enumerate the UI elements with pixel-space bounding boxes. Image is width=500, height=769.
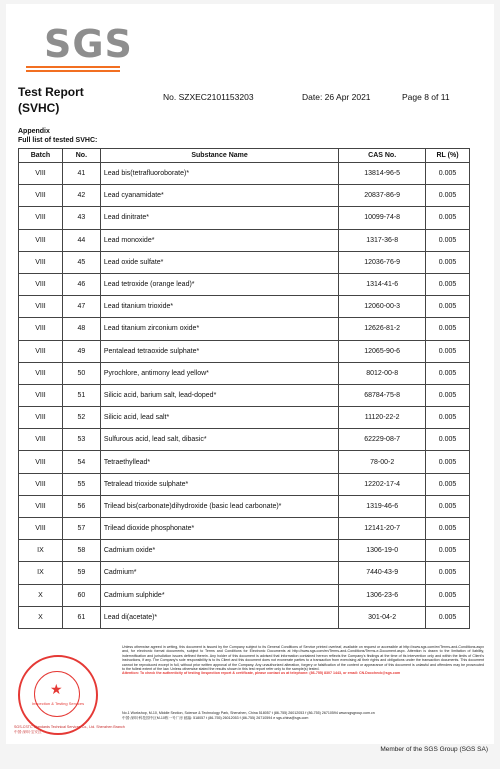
- cas-cell: 12626-81-2: [339, 318, 426, 340]
- address-line-2: 中国·深圳·科技园中区M-10栋一号厂房 邮编: 518057 t (86-755) 26012053 f (86-755) 26710594 e sgs.china@sgs.com: [122, 715, 309, 720]
- table-row: [19, 495, 470, 517]
- table-row: [19, 318, 470, 340]
- batch-cell: VIII: [19, 207, 63, 229]
- disclaimer-body: Unless otherwise agreed in writing, this document is issued by the Company subject to its General Conditions of Service printed overleaf, available on request or accessible at http://www.sgs.com/en/Terms-and-Conditions.aspx and, for electronic format documents, subject to Terms and Conditions for Electronic Documents at http://www.sgs.com/en/Terms-and-Conditions/Terms-e-Document.aspx. Attention is drawn to the limitation of liability, indemnification and jurisdiction issues defined therein. Any holder of this document is advised that information contained hereon reflects the Company's findings at the time of its intervention only and within the limits of Client's instructions, if any. The Company's sole responsibility is to its Client and this document does not exonerate parties to a transaction from exercising all their rights and obligations under the transaction documents. This document cannot be reproduced except in full, without prior written approval of the Company. Any unauthorized alteration, forgery or falsification of the content or appearance of this document is unlawful and offenders may be prosecuted to the fullest extent of the law. Unless otherwise stated the results shown in this test report refer only to the sample(s) tested.: [122, 645, 484, 672]
- batch-cell: VIII: [19, 163, 63, 185]
- substance-cell: Lead titanium trioxide*: [100, 296, 338, 318]
- substance-cell: Tetraethyllead*: [100, 451, 338, 473]
- cas-cell: 1319-46-6: [339, 495, 426, 517]
- no-cell: 46: [62, 273, 100, 295]
- rl-cell: 0.005: [426, 429, 470, 451]
- batch-cell: IX: [19, 562, 63, 584]
- logo-underline: [26, 66, 120, 68]
- subtitle-text: (SVHC): [18, 101, 60, 115]
- no-cell: 44: [62, 229, 100, 251]
- batch-cell: VIII: [19, 273, 63, 295]
- substance-cell: Lead dinitrate*: [100, 207, 338, 229]
- disclaimer-text: [122, 645, 484, 676]
- no-cell: 41: [62, 163, 100, 185]
- table-row: [19, 562, 470, 584]
- substance-cell: Lead bis(tetrafluoroborate)*: [100, 163, 338, 185]
- rl-cell: 0.005: [426, 495, 470, 517]
- svhc-table: [18, 148, 470, 629]
- table-row: [19, 518, 470, 540]
- rl-cell: 0.005: [426, 606, 470, 628]
- batch-cell: VIII: [19, 318, 63, 340]
- rl-cell: 0.005: [426, 229, 470, 251]
- batch-cell: VIII: [19, 429, 63, 451]
- sgs-logo: SGS: [44, 22, 133, 66]
- cas-cell: 1314-41-6: [339, 273, 426, 295]
- no-cell: 60: [62, 584, 100, 606]
- substance-cell: Silicic acid, barium salt, lead-doped*: [100, 384, 338, 406]
- no-cell: 56: [62, 495, 100, 517]
- table-row: [19, 163, 470, 185]
- batch-cell: VIII: [19, 185, 63, 207]
- col-substance: Substance Name: [100, 149, 338, 163]
- report-number: No. SZXEC2101153203: [163, 92, 254, 102]
- cas-cell: 10099-74-8: [339, 207, 426, 229]
- cas-cell: 1306-19-0: [339, 540, 426, 562]
- batch-cell: VIII: [19, 362, 63, 384]
- cas-cell: 12036-76-9: [339, 251, 426, 273]
- footer: [6, 641, 494, 744]
- batch-cell: VIII: [19, 296, 63, 318]
- cas-cell: 62229-08-7: [339, 429, 426, 451]
- substance-cell: Trilead dioxide phosphonate*: [100, 518, 338, 540]
- table-row: [19, 296, 470, 318]
- cas-cell: 1306-23-6: [339, 584, 426, 606]
- rl-cell: 0.005: [426, 473, 470, 495]
- col-batch: Batch: [19, 149, 63, 163]
- substance-cell: Lead monoxide*: [100, 229, 338, 251]
- table-row: [19, 362, 470, 384]
- no-cell: 43: [62, 207, 100, 229]
- table-row: [19, 229, 470, 251]
- batch-cell: X: [19, 584, 63, 606]
- batch-cell: VIII: [19, 518, 63, 540]
- batch-cell: X: [19, 606, 63, 628]
- table-row: [19, 207, 470, 229]
- no-cell: 52: [62, 407, 100, 429]
- no-cell: 48: [62, 318, 100, 340]
- table-row: [19, 273, 470, 295]
- cas-cell: 11120-22-2: [339, 407, 426, 429]
- rl-cell: 0.005: [426, 296, 470, 318]
- cas-cell: 1317-36-8: [339, 229, 426, 251]
- no-cell: 61: [62, 606, 100, 628]
- no-cell: 42: [62, 185, 100, 207]
- attention-note: Attention: To check the authenticity of testing /inspection report & certificate, please contact us at telephone: (86-755) 8307 1443, or email: CN.Doccheck@sgs.com: [122, 671, 401, 676]
- rl-cell: 0.005: [426, 163, 470, 185]
- rl-cell: 0.005: [426, 584, 470, 606]
- substance-cell: Lead oxide sulfate*: [100, 251, 338, 273]
- substance-cell: Cadmium oxide*: [100, 540, 338, 562]
- stamp-address-en: SGS-CSTC Standards Technical Services Co., Ltd. Shenzhen Branch: [14, 725, 125, 729]
- rl-cell: 0.005: [426, 185, 470, 207]
- table-row: [19, 429, 470, 451]
- substance-cell: Lead cyanamidate*: [100, 185, 338, 207]
- substance-cell: Pyrochlore, antimony lead yellow*: [100, 362, 338, 384]
- title-text: Test Report: [18, 85, 84, 99]
- table-header-row: [19, 149, 470, 163]
- batch-cell: VIII: [19, 251, 63, 273]
- substance-cell: Lead tetroxide (orange lead)*: [100, 273, 338, 295]
- cas-cell: 68784-75-8: [339, 384, 426, 406]
- batch-cell: VIII: [19, 340, 63, 362]
- no-cell: 49: [62, 340, 100, 362]
- no-cell: 54: [62, 451, 100, 473]
- rl-cell: 0.005: [426, 362, 470, 384]
- appendix-heading: [18, 127, 97, 145]
- address-line-1: No.1 Workshop, M-10, Middle Section, Science & Technology Park, Shenzhen, China 518057 t (86-755) 26012053 f (86-755) 26710594 www.sgsgroup.com.cn: [122, 711, 375, 715]
- substance-cell: Lead titanium zirconium oxide*: [100, 318, 338, 340]
- star-icon: ★: [50, 681, 63, 697]
- table-row: [19, 606, 470, 628]
- rl-cell: 0.005: [426, 562, 470, 584]
- cas-cell: 7440-43-9: [339, 562, 426, 584]
- substance-cell: Trilead bis(carbonate)dihydroxide (basic lead carbonate)*: [100, 495, 338, 517]
- rl-cell: 0.005: [426, 518, 470, 540]
- appendix-subtitle: Full list of tested SVHC:: [18, 137, 98, 144]
- substance-cell: Cadmium*: [100, 562, 338, 584]
- stamp-text: Inspection & Testing Services: [31, 701, 85, 706]
- rl-cell: 0.005: [426, 407, 470, 429]
- batch-cell: VIII: [19, 229, 63, 251]
- rl-cell: 0.005: [426, 540, 470, 562]
- col-rl: RL (%): [426, 149, 470, 163]
- cas-cell: 13814-96-5: [339, 163, 426, 185]
- rl-cell: 0.005: [426, 251, 470, 273]
- report-date: Date: 26 Apr 2021: [302, 92, 371, 102]
- report-title: [18, 84, 84, 116]
- batch-cell: VIII: [19, 495, 63, 517]
- substance-cell: Silicic acid, lead salt*: [100, 407, 338, 429]
- no-cell: 45: [62, 251, 100, 273]
- table-row: [19, 451, 470, 473]
- no-cell: 57: [62, 518, 100, 540]
- rl-cell: 0.005: [426, 384, 470, 406]
- substance-cell: Lead di(acetate)*: [100, 606, 338, 628]
- batch-cell: VIII: [19, 384, 63, 406]
- cas-cell: 8012-00-8: [339, 362, 426, 384]
- inspection-stamp: [18, 655, 98, 735]
- no-cell: 59: [62, 562, 100, 584]
- table-row: [19, 384, 470, 406]
- cas-cell: 12065-90-6: [339, 340, 426, 362]
- no-cell: 51: [62, 384, 100, 406]
- table-row: [19, 540, 470, 562]
- substance-cell: Sulfurous acid, lead salt, dibasic*: [100, 429, 338, 451]
- appendix-title: Appendix: [18, 128, 50, 135]
- no-cell: 50: [62, 362, 100, 384]
- page-number: Page 8 of 11: [402, 92, 450, 102]
- table-row: [19, 340, 470, 362]
- cas-cell: 12060-00-3: [339, 296, 426, 318]
- rl-cell: 0.005: [426, 273, 470, 295]
- no-cell: 58: [62, 540, 100, 562]
- rl-cell: 0.005: [426, 340, 470, 362]
- rl-cell: 0.005: [426, 207, 470, 229]
- cas-cell: 301-04-2: [339, 606, 426, 628]
- substance-cell: Pentalead tetraoxide sulphate*: [100, 340, 338, 362]
- no-cell: 47: [62, 296, 100, 318]
- table-row: [19, 251, 470, 273]
- contact-info: [122, 711, 484, 720]
- stamp-address-cn: 中国·深圳·宝安区: [14, 730, 42, 734]
- logo-underline: [26, 70, 120, 72]
- no-cell: 55: [62, 473, 100, 495]
- no-cell: 53: [62, 429, 100, 451]
- substance-cell: Cadmium sulphide*: [100, 584, 338, 606]
- substance-cell: Tetralead trioxide sulphate*: [100, 473, 338, 495]
- cas-cell: 12141-20-7: [339, 518, 426, 540]
- table-row: [19, 584, 470, 606]
- member-note: Member of the SGS Group (SGS SA): [380, 746, 488, 753]
- batch-cell: IX: [19, 540, 63, 562]
- rl-cell: 0.005: [426, 451, 470, 473]
- rl-cell: 0.005: [426, 318, 470, 340]
- table-row: [19, 185, 470, 207]
- batch-cell: VIII: [19, 473, 63, 495]
- col-cas: CAS No.: [339, 149, 426, 163]
- cas-cell: 20837-86-9: [339, 185, 426, 207]
- table-row: [19, 407, 470, 429]
- batch-cell: VIII: [19, 407, 63, 429]
- table-row: [19, 473, 470, 495]
- batch-cell: VIII: [19, 451, 63, 473]
- cas-cell: 12202-17-4: [339, 473, 426, 495]
- cas-cell: 78-00-2: [339, 451, 426, 473]
- col-no: No.: [62, 149, 100, 163]
